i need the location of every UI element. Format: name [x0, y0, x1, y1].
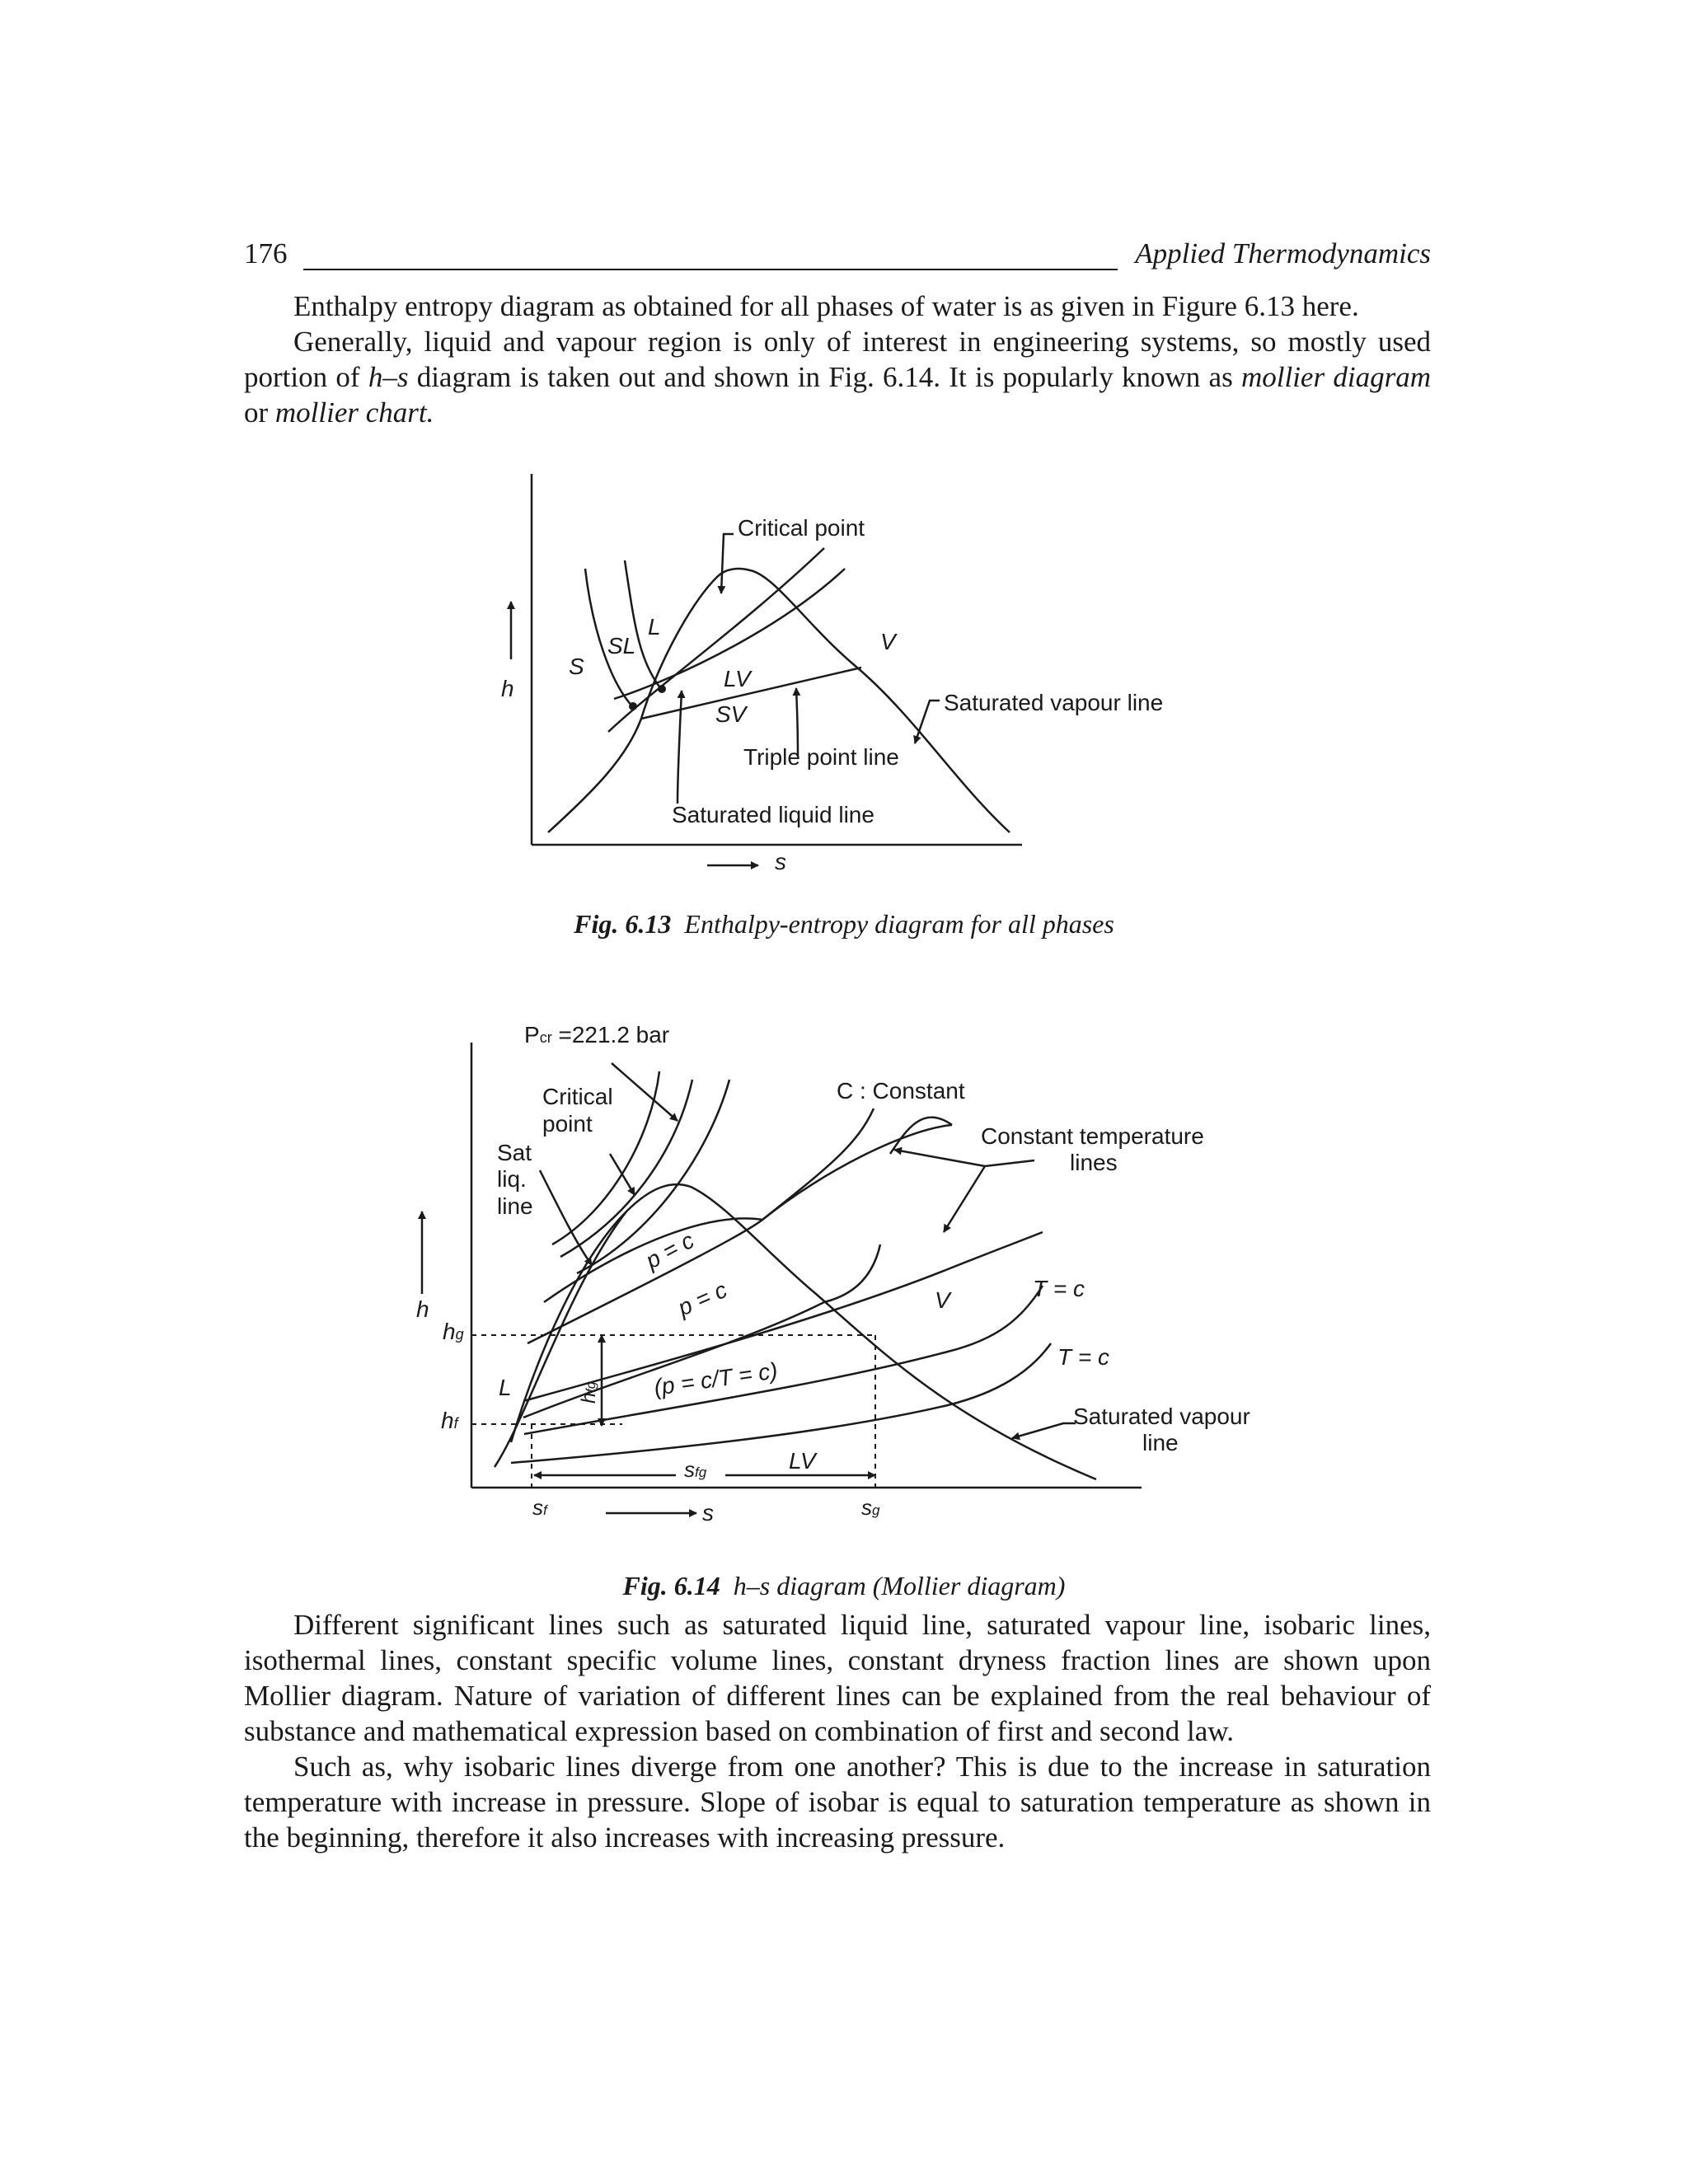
c-constant-label: C : Constant [837, 1078, 965, 1104]
constant-temperature-label-2: lines [1070, 1150, 1118, 1175]
sfg-subscript: fg [695, 1465, 707, 1480]
text-run-italic: h–s [368, 361, 409, 393]
pcr-subscript: cr [539, 1029, 552, 1046]
hf-subscript: f [453, 1415, 458, 1432]
caption-label: Fig. 6.14 [622, 1571, 720, 1601]
isobar-2 [528, 1125, 952, 1343]
saturation-dome [511, 1184, 1096, 1479]
constant-temperature-curve [890, 1118, 952, 1154]
saturated-vapour-label-2: line [1142, 1430, 1179, 1455]
region-v-label: V [935, 1287, 950, 1313]
sg-subscript: g [872, 1502, 880, 1518]
saturated-vapour-label-1: Saturated vapour [1073, 1404, 1250, 1429]
pcr-value: =221.2 bar [551, 1022, 670, 1047]
isotherm-label-2: T = c [1057, 1344, 1110, 1370]
hf-label [441, 1408, 460, 1433]
hg-label [443, 1319, 464, 1344]
text-run: Generally, liquid and vapour region is only of interest in engineering systems, so mostly used portion of [244, 326, 1431, 393]
triple-point-line-label: Triple point line [743, 744, 899, 770]
caption-label: Fig. 6.13 [574, 909, 672, 939]
region-s-label: S [569, 654, 584, 679]
hf-symbol: h [441, 1408, 454, 1433]
sf-label [532, 1495, 549, 1520]
sfg-label [684, 1457, 707, 1482]
sf-subscript: f [543, 1502, 547, 1518]
text-run: or [244, 396, 275, 429]
caption-text: h–s diagram (Mollier diagram) [733, 1571, 1066, 1601]
sat-liq-label-3: line [497, 1193, 533, 1219]
hg-symbol: h [443, 1319, 456, 1344]
sat-liq-label-2: liq. [497, 1166, 527, 1192]
caption-text: Enthalpy-entropy diagram for all phases [684, 909, 1114, 939]
body-paragraph-1: Different significant lines such as saturated liquid line, saturated vapour line, isobaric lines, isothermal lines, constant specific volume lines, constant dryness fraction lines are shown upon Mollier diagram. Nature of variation of different lines can be explained from the real behaviour of substance and mathematical expression based on combination of first and second law. [244, 1609, 1431, 1747]
region-l-label: L [648, 614, 661, 640]
sg-symbol: s [861, 1495, 872, 1520]
sfg-symbol: s [684, 1457, 695, 1482]
hfg-symbol: h [578, 1392, 600, 1404]
saturated-liquid-line-label: Saturated liquid line [672, 802, 874, 827]
region-sl-label: SL [607, 633, 636, 658]
isobar-label-2: p = c [673, 1277, 731, 1321]
sf-symbol: s [532, 1495, 543, 1520]
intro-paragraph-1: Enthalpy entropy diagram as obtained for all phases of water is as given in Figure 6.13 here. [293, 290, 1359, 322]
sg-label [861, 1495, 880, 1520]
saturated-vapour-pointer [1012, 1423, 1076, 1438]
isobar-isotherm-label: (p = c/T = c) [652, 1357, 780, 1400]
isobar-label-1: p = c [641, 1227, 699, 1274]
page-number: 176 [244, 237, 288, 269]
saturated-vapour-line-label: Saturated vapour line [944, 690, 1164, 715]
region-lv-label: LV [724, 666, 751, 691]
text-run-italic: mollier diagram [1240, 361, 1431, 393]
constant-temperature-pointer-1 [894, 1150, 1034, 1166]
sat-liq-line-pointer [540, 1170, 592, 1265]
isotherm-label-1: T = c [1033, 1276, 1085, 1301]
x-axis-label: s [702, 1500, 714, 1526]
critical-point-label-2: point [542, 1111, 593, 1137]
pcr-label [524, 1022, 669, 1047]
region-l-label: L [499, 1375, 512, 1400]
text-run-italic: mollier chart. [274, 396, 434, 429]
critical-point-label-1: Critical [542, 1084, 613, 1109]
text-run: diagram is taken out and shown in Fig. 6.14. It is popularly known as [408, 361, 1241, 393]
x-axis-label: s [775, 849, 786, 874]
region-lv-label: LV [789, 1448, 816, 1474]
pcr-pointer [612, 1063, 678, 1121]
region-v-label: V [880, 629, 896, 654]
pcr-symbol: P [524, 1022, 540, 1047]
critical-point-label: Critical point [738, 515, 865, 541]
running-title: Applied Thermodynamics [1135, 237, 1431, 269]
isobar-1 [544, 1108, 874, 1302]
body-paragraph-2: Such as, why isobaric lines diverge from one another? This is due to the increase in saturation temperature with increase in pressure. Slope of isobar is equal to saturation temperature as shown in the beginning, therefore it also increases with increasing pressure. [244, 1750, 1431, 1854]
figure-6-14-caption [0, 1571, 1688, 1601]
saturated-liquid-line [495, 1212, 626, 1467]
constant-temperature-pointer-2 [944, 1166, 985, 1232]
constant-temperature-label-1: Constant temperature [981, 1123, 1204, 1149]
region-sv-label: SV [715, 701, 747, 727]
hg-subscript: g [455, 1326, 464, 1343]
sat-liq-label-1: Sat [497, 1140, 532, 1165]
hfg-subscript: fg [584, 1381, 598, 1393]
y-axis-label: h [416, 1296, 429, 1322]
y-axis-label: h [501, 676, 514, 701]
